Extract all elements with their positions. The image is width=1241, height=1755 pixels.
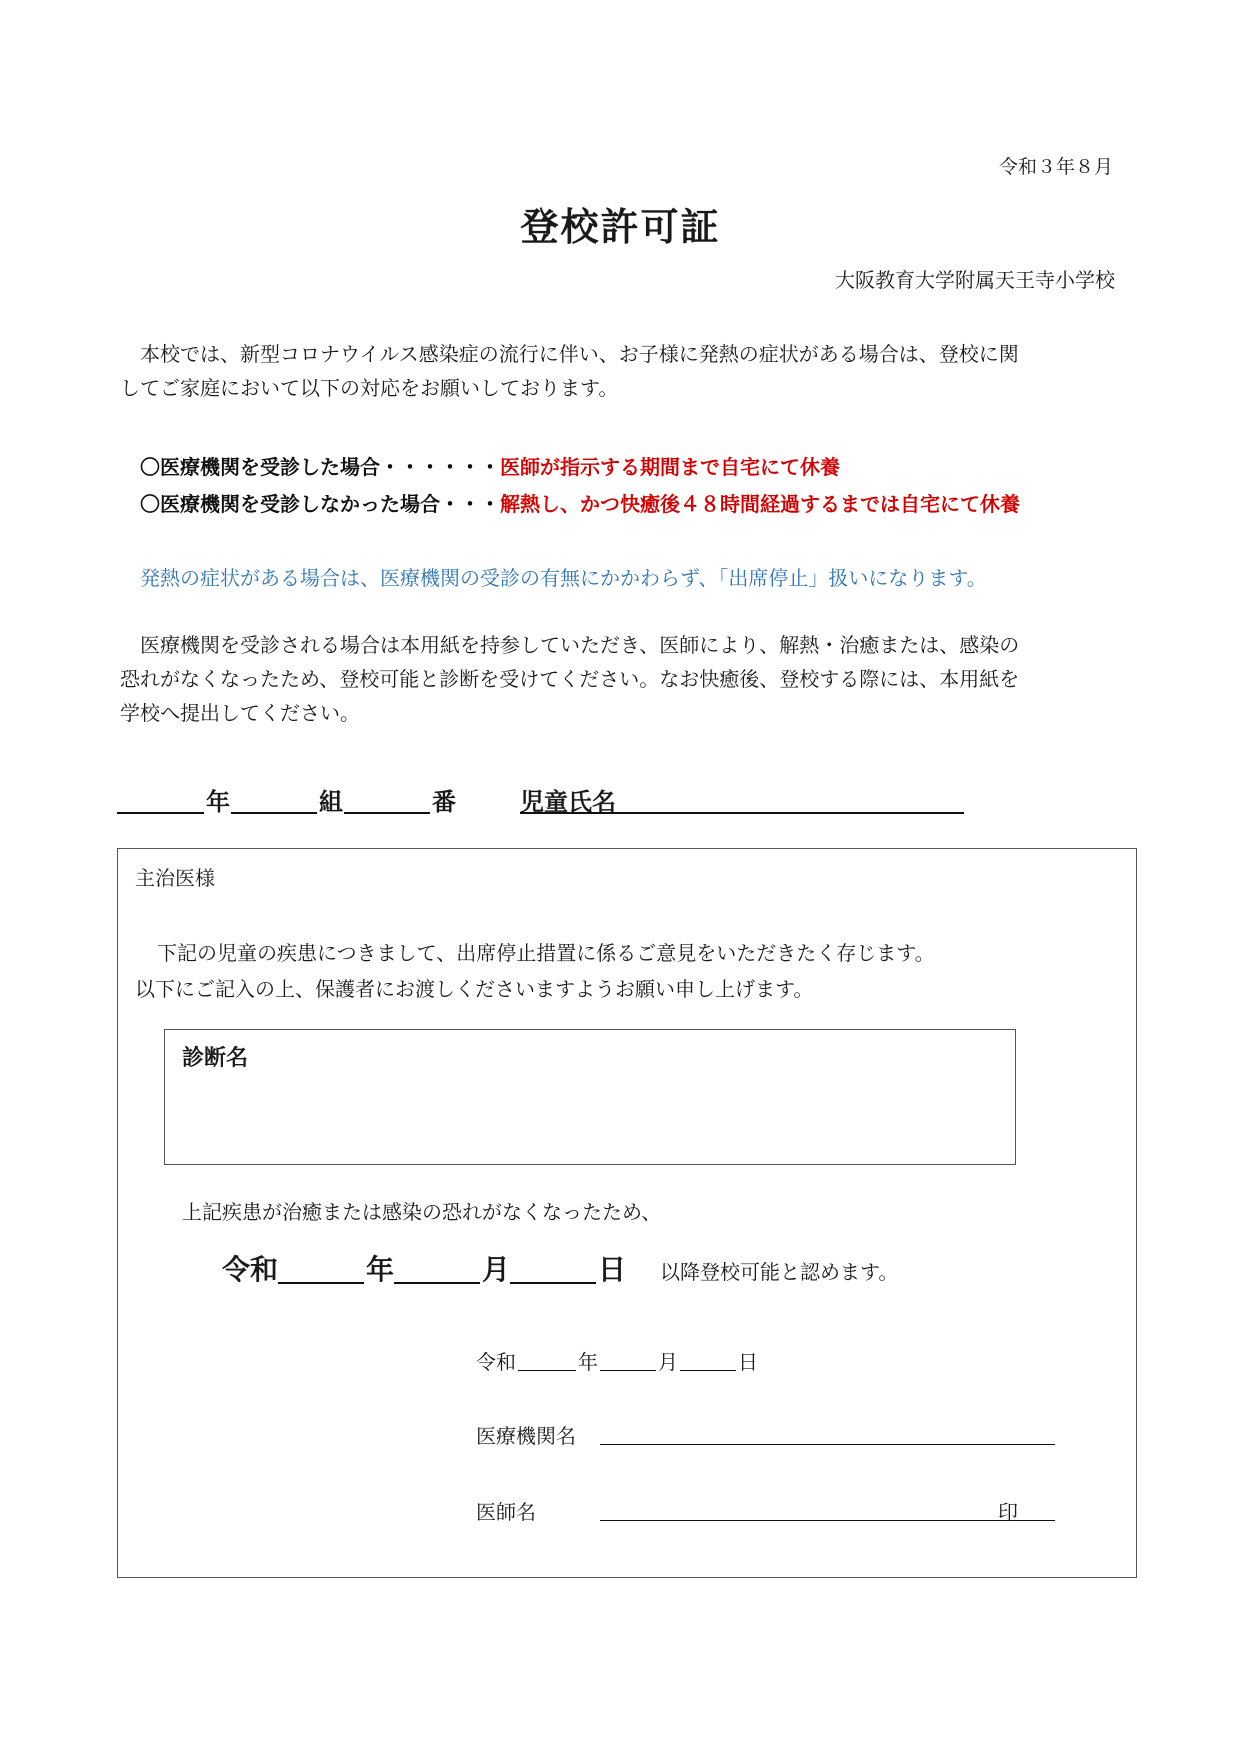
permit-day-blank[interactable] <box>510 1282 596 1284</box>
permit-month-label: 月 <box>482 1253 511 1286</box>
sign-day-blank[interactable] <box>680 1370 736 1371</box>
condition-result: 医師が指示する期間まで自宅にて休養 <box>500 455 840 479</box>
condition-result: 解熱し、かつ快癒後４８時間経過するまでは自宅にて休養 <box>500 492 1020 516</box>
permit-day-label: 日 <box>598 1253 627 1286</box>
permit-era: 令和 <box>222 1253 279 1286</box>
grade-label: 年 <box>206 788 230 816</box>
sign-month-blank[interactable] <box>600 1370 656 1371</box>
intro-paragraph <box>120 337 1120 405</box>
page-title: 登校許可証 <box>520 205 721 249</box>
doctor-name-label: 医師名 <box>476 1500 536 1524</box>
institution-blank[interactable] <box>600 1444 1055 1445</box>
sign-year-label: 年 <box>578 1350 598 1374</box>
seal-label: 印 <box>998 1500 1018 1524</box>
sign-year-blank[interactable] <box>518 1370 576 1371</box>
number-blank[interactable] <box>344 812 430 814</box>
permit-text: 以降登校可能と認めます。 <box>660 1260 899 1284</box>
grade-blank[interactable] <box>117 812 204 814</box>
permit-year-label: 年 <box>366 1253 395 1286</box>
instructions-line-2: 恐れがなくなったため、登校可能と診断を受けてください。なお快癒後、登校する際には、本用紙を <box>120 667 1020 691</box>
instructions-line-1: 医療機関を受診される場合は本用紙を持参していただき、医師により、解熱・治癒または、感染の <box>140 633 1020 657</box>
attendance-notice: 発熱の症状がある場合は、医療機関の受診の有無にかかわらず、「出席停止」扱いになります。 <box>140 566 987 590</box>
sign-day-label: 日 <box>738 1350 758 1374</box>
request-line-2: 以下にご記入の上、保護者にお渡しくださいますようお願い申し上げます。 <box>135 977 814 1001</box>
diagnosis-box[interactable] <box>164 1029 1016 1165</box>
student-name-blank[interactable] <box>520 812 964 814</box>
doctor-salutation: 主治医様 <box>135 866 215 890</box>
recovery-statement: 上記疾患が治癒または感染の恐れがなくなったため、 <box>182 1200 662 1224</box>
condition-label: 〇医療機関を受診した場合・・・・・・ <box>140 455 500 479</box>
doctor-name-blank[interactable] <box>600 1520 1055 1521</box>
institution-label: 医療機関名 <box>476 1424 576 1448</box>
sign-era: 令和 <box>476 1350 516 1374</box>
condition-label: 〇医療機関を受診しなかった場合・・・ <box>140 492 500 516</box>
intro-line-2: してご家庭において以下の対応をお願いしております。 <box>120 376 619 400</box>
issue-date: 令和３年８月 <box>998 156 1113 178</box>
class-label: 組 <box>319 788 343 816</box>
student-name-label: 児童氏名 <box>520 788 616 816</box>
intro-line-1: 本校では、新型コロナウイルス感染症の流行に伴い、お子様に発熱の症状がある場合は、登校に関 <box>140 342 1019 366</box>
instructions-paragraph <box>120 628 1120 730</box>
number-label: 番 <box>432 788 456 816</box>
school-name: 大阪教育大学附属天王寺小学校 <box>835 268 1115 292</box>
condition-visited <box>140 451 840 480</box>
permit-year-blank[interactable] <box>278 1282 364 1284</box>
diagnosis-label: 診断名 <box>182 1046 249 1071</box>
instructions-line-3: 学校へ提出してください。 <box>120 701 360 725</box>
condition-not-visited <box>140 488 1020 517</box>
permit-month-blank[interactable] <box>394 1282 480 1284</box>
request-line-1: 下記の児童の疾患につきまして、出席停止措置に係るご意見をいただきたく存じます。 <box>157 941 935 965</box>
class-blank[interactable] <box>231 812 317 814</box>
sign-month-label: 月 <box>658 1350 678 1374</box>
